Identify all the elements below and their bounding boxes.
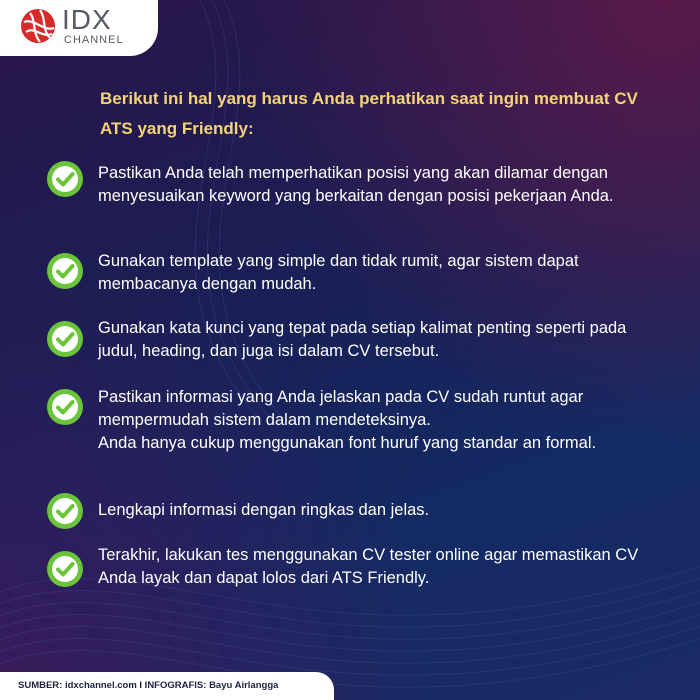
list-item-text: Pastikan Anda telah memperhatikan posisi yang akan dilamar dengan menyesuaikan keyword yang berkaitan dengan posisi pekerjaan Anda.	[98, 164, 614, 205]
footer-credit: SUMBER: idxchannel.com I INFOGRAFIS: Bayu Airlangga	[18, 680, 279, 691]
check-icon	[46, 160, 84, 198]
intro-heading: Berikut ini hal yang harus Anda perhatikan saat ingin membuat CV ATS yang Friendly:	[100, 89, 638, 138]
list-item-text	[98, 386, 658, 455]
footer-credit-bar	[0, 672, 334, 700]
list-item-text: Gunakan template yang simple dan tidak rumit, agar sistem dapat membacanya dengan mudah.	[98, 252, 579, 293]
check-icon	[46, 550, 84, 588]
logo-name: IDX	[62, 4, 112, 35]
list-item-text-line: Anda hanya cukup menggunakan font huruf yang standar an formal.	[98, 434, 597, 452]
idx-globe-icon	[20, 8, 56, 44]
check-icon	[46, 320, 84, 358]
logo-badge	[0, 0, 158, 56]
logo-subtitle: CHANNEL	[64, 34, 124, 46]
check-icon	[46, 492, 84, 530]
check-icon	[46, 388, 84, 426]
list-item-text: Terakhir, lakukan tes menggunakan CV tester online agar memastikan CV Anda layak dan dapat lolos dari ATS Friendly.	[98, 546, 639, 587]
list-item-text: Lengkapi informasi dengan ringkas dan jelas.	[98, 501, 430, 519]
list-item-text: Gunakan kata kunci yang tepat pada setiap kalimat penting seperti pada judul, heading, dan juga isi dalam CV tersebut.	[98, 319, 627, 360]
logo-wordmark	[62, 6, 124, 46]
check-icon	[46, 252, 84, 290]
list-item-text-line: Pastikan informasi yang Anda jelaskan pada CV sudah runtut agar mempermudah sistem dalam mendeteksinya.	[98, 388, 584, 429]
